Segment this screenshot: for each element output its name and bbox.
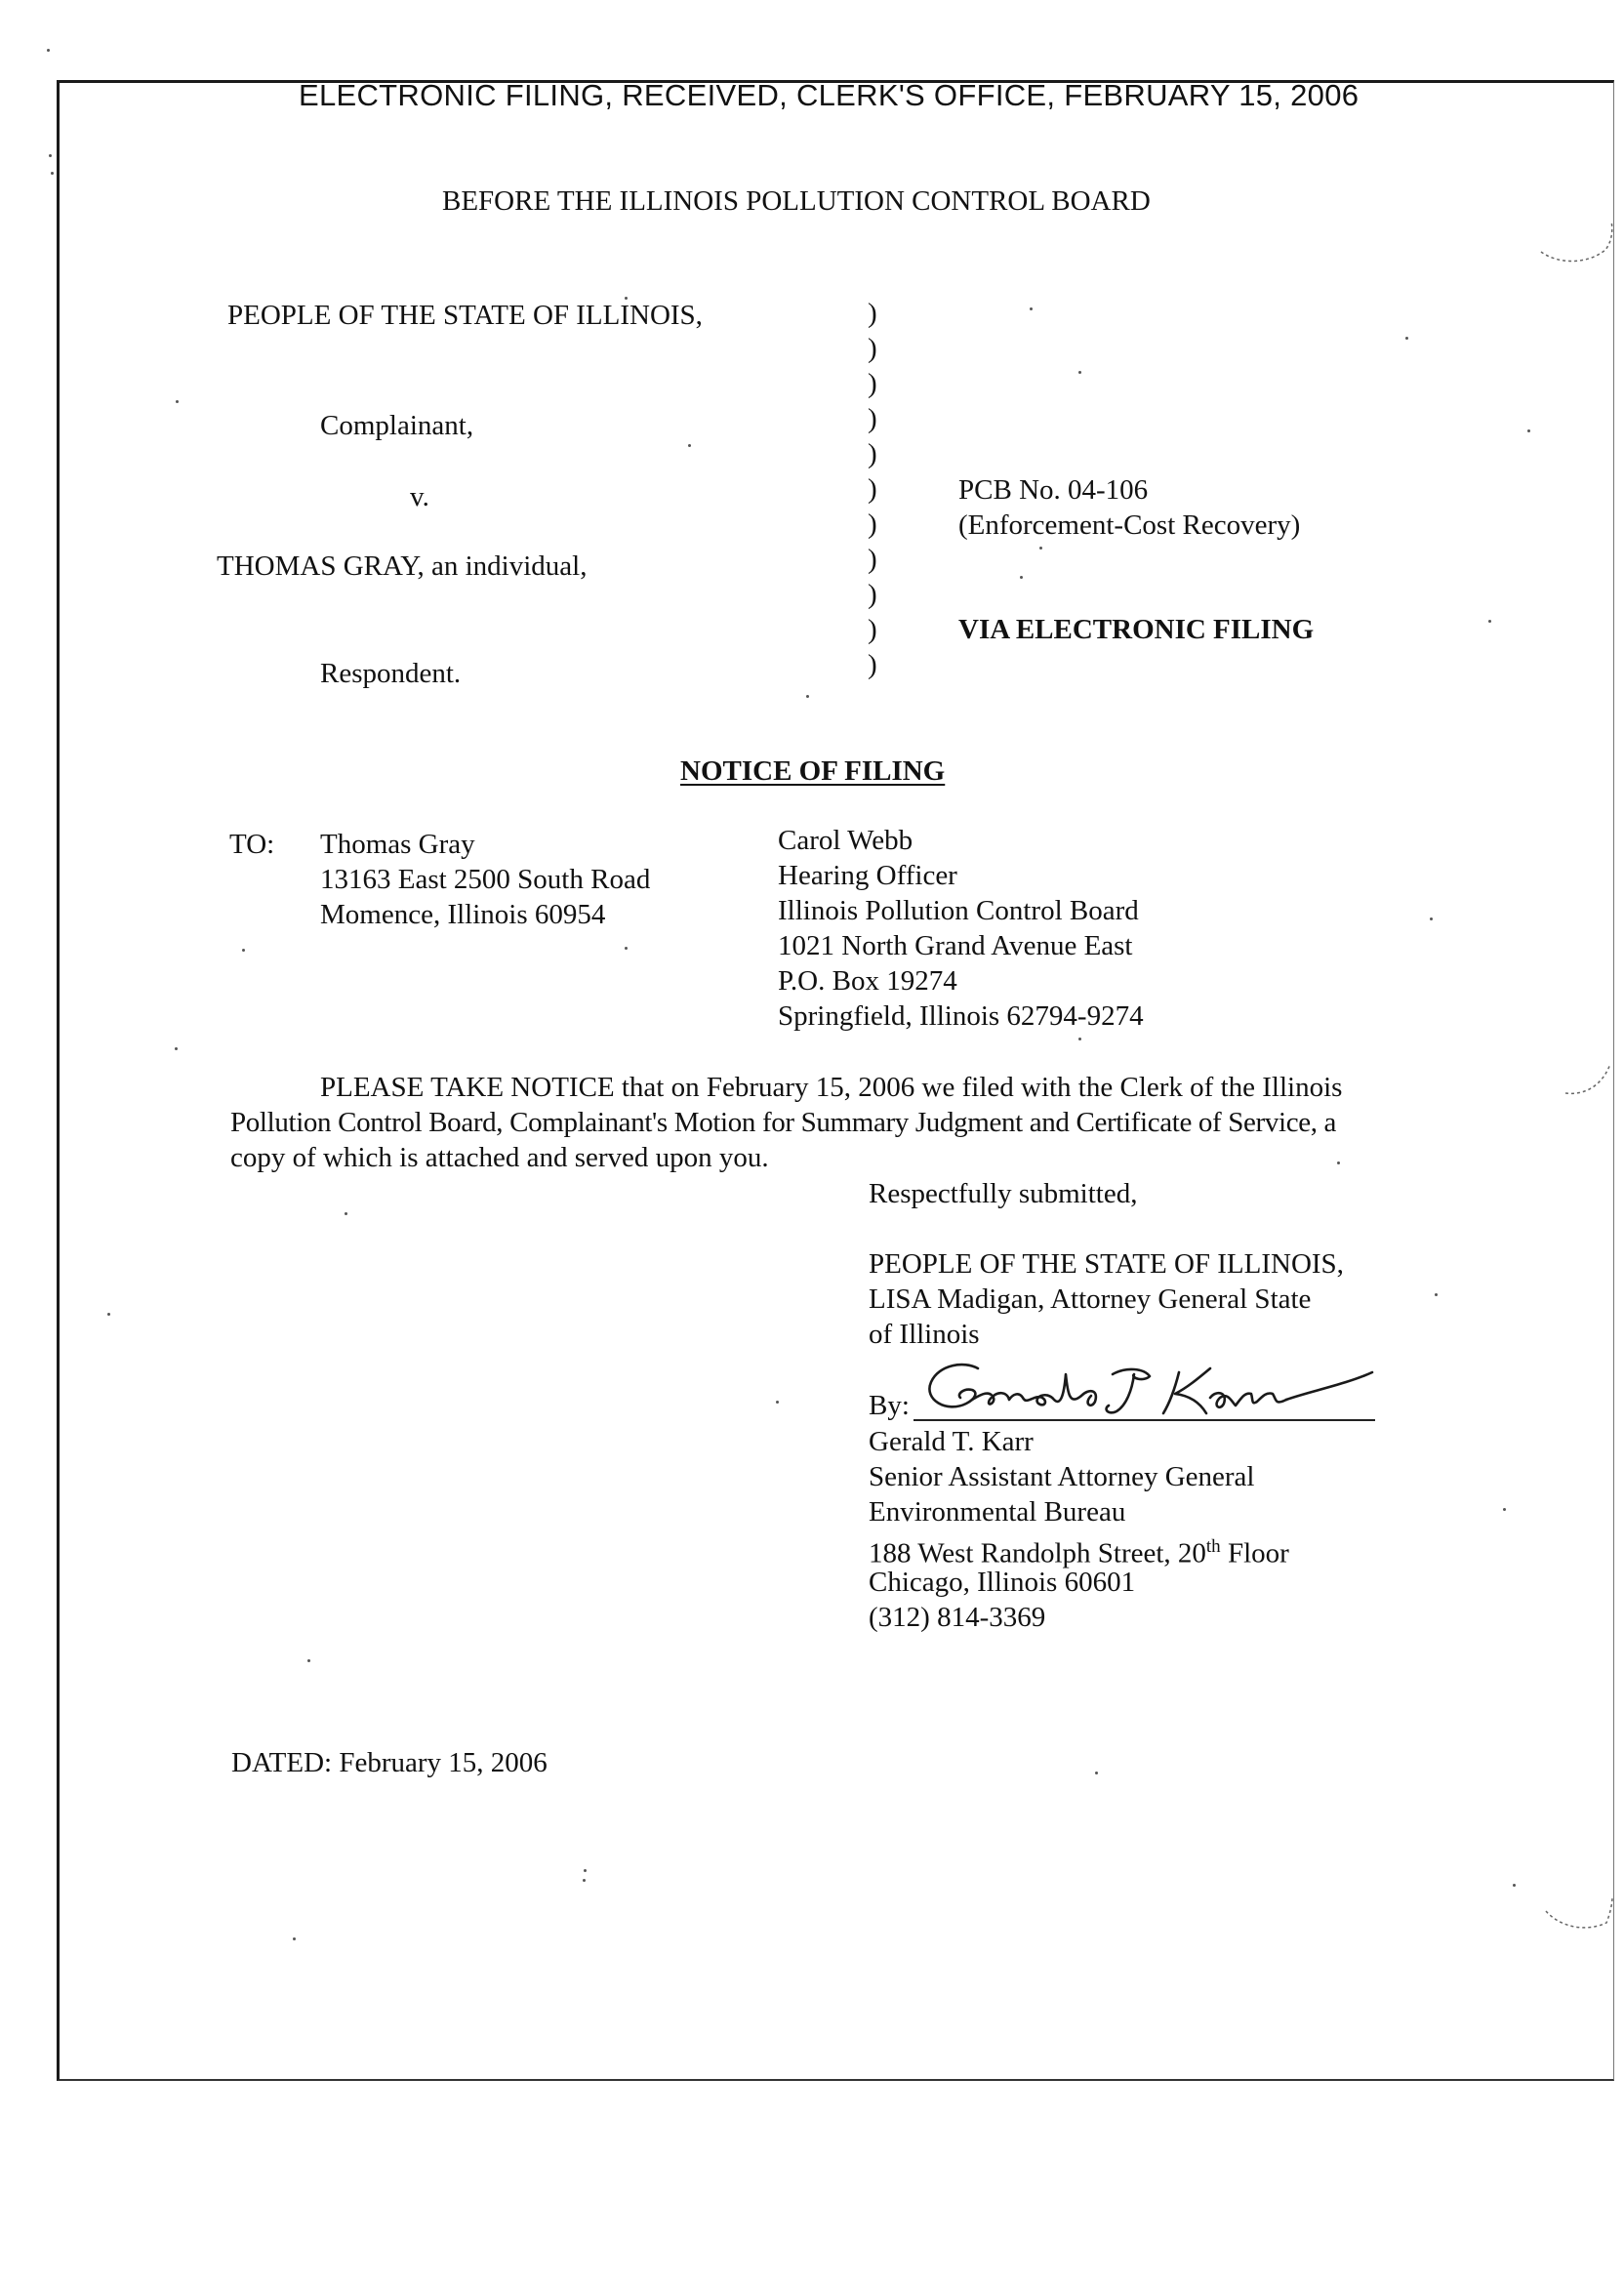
filing-stamp: ELECTRONIC FILING, RECEIVED, CLERK'S OFFICE, FEBRUARY 15, 2006 xyxy=(299,78,1360,112)
recipient-line: Hearing Officer xyxy=(778,860,957,891)
by-label: By: xyxy=(869,1390,910,1421)
recipient-line: 13163 East 2500 South Road xyxy=(320,864,651,895)
recipient-line: P.O. Box 19274 xyxy=(778,965,957,997)
notice-title: NOTICE OF FILING xyxy=(680,755,946,787)
caption-paren: ) xyxy=(868,614,877,645)
plaintiff-role: Complainant, xyxy=(320,410,474,441)
court-heading: BEFORE THE ILLINOIS POLLUTION CONTROL BOARD xyxy=(442,185,1151,217)
handwritten-signature xyxy=(917,1355,1376,1423)
case-number: PCB No. 04-106 xyxy=(958,474,1149,506)
caption-paren: ) xyxy=(868,403,877,434)
scan-curl-mark xyxy=(1562,1054,1615,1103)
body-line: Pollution Control Board, Complainant's Motion for Summary Judgment and Certificate of Service, a xyxy=(230,1107,1337,1138)
signatory-line: LISA Madigan, Attorney General State xyxy=(869,1284,1312,1315)
recipient-line: Thomas Gray xyxy=(320,829,475,860)
recipient-line: Springfield, Illinois 62794-9274 xyxy=(778,1000,1144,1032)
defendant-role: Respondent. xyxy=(320,658,462,689)
versus: v. xyxy=(410,481,429,512)
street-prefix: 188 West Randolph Street, 20 xyxy=(869,1537,1206,1569)
caption-paren: ) xyxy=(868,649,877,680)
caption-paren: ) xyxy=(868,298,877,329)
caption-paren: ) xyxy=(868,438,877,469)
caption-paren: ) xyxy=(868,368,877,399)
recipient-line: 1021 North Grand Avenue East xyxy=(778,930,1133,961)
caption-paren: ) xyxy=(868,579,877,610)
recipient-line: Carol Webb xyxy=(778,825,914,856)
filing-method: VIA ELECTRONIC FILING xyxy=(958,614,1315,645)
caption-paren: ) xyxy=(868,333,877,364)
plaintiff-name: PEOPLE OF THE STATE OF ILLINOIS, xyxy=(227,300,703,331)
signatory-line: of Illinois xyxy=(869,1319,980,1350)
caption-paren: ) xyxy=(868,544,877,575)
scan-curl-mark xyxy=(1537,215,1615,273)
street-suffix: Floor xyxy=(1220,1537,1289,1569)
attorney-name: Gerald T. Karr xyxy=(869,1426,1034,1457)
body-line: copy of which is attached and served upon you. xyxy=(230,1142,769,1173)
caption-paren: ) xyxy=(868,509,877,540)
body-line: PLEASE TAKE NOTICE that on February 15, 2006 we filed with the Clerk of the Illinois xyxy=(320,1072,1343,1103)
caption-paren: ) xyxy=(868,473,877,505)
to-label: TO: xyxy=(229,829,275,860)
recipient-line: Momence, Illinois 60954 xyxy=(320,899,606,930)
scan-curl-mark xyxy=(1542,1894,1615,1952)
attorney-bureau: Environmental Bureau xyxy=(869,1496,1126,1528)
attorney-city: Chicago, Illinois 60601 xyxy=(869,1567,1136,1598)
closing: Respectfully submitted, xyxy=(869,1178,1138,1209)
floor-ordinal: th xyxy=(1205,1536,1221,1557)
defendant-name: THOMAS GRAY, an individual, xyxy=(217,550,588,582)
dated-line: DATED: February 15, 2006 xyxy=(231,1747,548,1778)
recipient-line: Illinois Pollution Control Board xyxy=(778,895,1139,926)
signatory-line: PEOPLE OF THE STATE OF ILLINOIS, xyxy=(869,1248,1344,1280)
case-type: (Enforcement-Cost Recovery) xyxy=(958,509,1301,541)
attorney-phone: (312) 814-3369 xyxy=(869,1602,1046,1633)
attorney-title: Senior Assistant Attorney General xyxy=(869,1461,1255,1492)
